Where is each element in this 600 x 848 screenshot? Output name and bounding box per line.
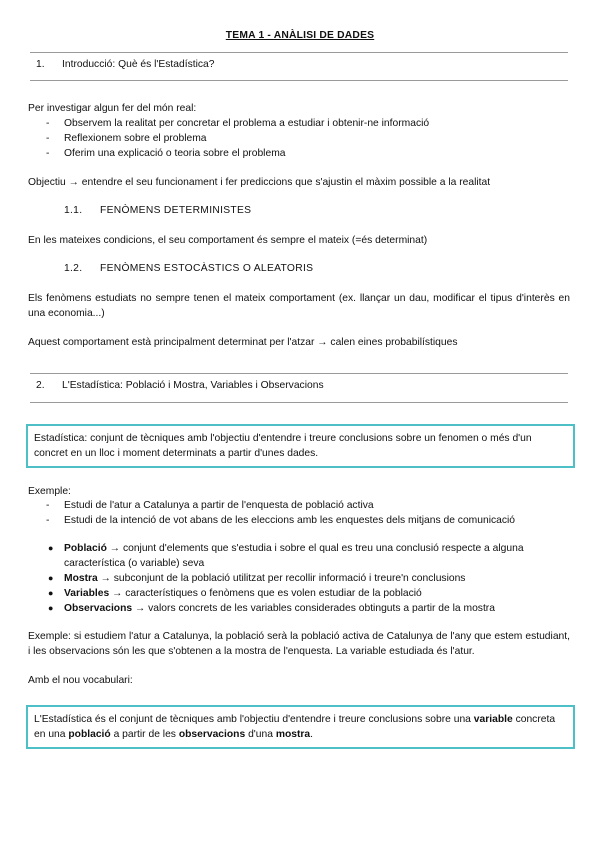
- bullet-icon: ●: [48, 588, 54, 598]
- bullet-icon: ●: [48, 573, 54, 583]
- divider: [30, 402, 568, 403]
- glossary-list: [28, 541, 570, 616]
- bullet-icon: ●: [48, 543, 54, 553]
- objective-text: Objectiu → entendre el seu funcionament i fer prediccions que s'ajustin el màxim possible a la realitat: [28, 177, 491, 188]
- definition-box: Estadística: conjunt de tècniques amb l'objectiu d'entendre i treure conclusions sobre un fenomen o més d'un concret en un lloc i moment determinats a partir d'unes dades.: [26, 424, 575, 468]
- glossary-item: ● Variables → característiques o fenòmens que es volen estudiar de la població: [48, 588, 422, 599]
- intro-lead: Per investigar algun fer del món real:: [28, 103, 197, 114]
- summary-box: L'Estadística és el conjunt de tècniques amb l'objectiu d'entendre i treure conclusions sobre una variable concreta en una població a partir de les observacions d'una mostra.: [26, 705, 575, 749]
- example-2-text: Exemple: si estudiem l'atur a Catalunya, la població serà la població activa de Catalunya de l'any que estem estudiant, i les observacions són les que s'obtenen a la mostra de l'enquesta. La variable estudiada és l'atur.: [28, 631, 570, 657]
- list-item: - Oferim una explicació o teoria sobre el problema: [46, 148, 286, 159]
- list-item: - Estudi de l'atur a Catalunya a partir de l'enquesta de població activa: [46, 500, 374, 511]
- document-title: TEMA 1 - ANÀLISI DE DADES: [225, 30, 375, 41]
- subsection-number: 1.2.: [64, 263, 83, 274]
- list-item: - Observem la realitat per concretar el problema a estudiar i obtenir-ne informació: [46, 118, 430, 129]
- list-item: - Estudi de la intenció de vot abans de les eleccions amb les enquestes dels mitjans de comunicació: [46, 515, 516, 526]
- subsection-number: 1.1.: [64, 205, 83, 216]
- intro-steps-list: [28, 116, 429, 161]
- subsection-label: FENÒMENS DETERMINISTES: [100, 205, 252, 216]
- vocab-lead: Amb el nou vocabulari:: [28, 675, 133, 686]
- subsection-heading-1-1: [64, 205, 251, 216]
- stochastic-text: Els fenòmens estudiats no sempre tenen el mateix comportament (ex. llançar un dau, modificar el tipus d'interès en una economia...): [28, 293, 570, 319]
- section-label: L'Estadística: Població i Mostra, Variables i Observacions: [62, 380, 324, 391]
- bullet-icon: ●: [48, 603, 54, 613]
- glossary-item: ● Observacions → valors concrets de les variables considerades obtinguts a partir de la mostra: [48, 603, 495, 614]
- section-heading-2: [36, 380, 324, 391]
- divider: [30, 52, 568, 53]
- section-label: Introducció: Què és l'Estadística?: [62, 59, 215, 70]
- divider: [30, 373, 568, 374]
- section-heading-1: [36, 59, 215, 70]
- section-number: 1.: [36, 59, 45, 70]
- deterministic-text: En les mateixes condicions, el seu comportament és sempre el mateix (=és determinat): [28, 235, 428, 246]
- subsection-label: FENÒMENS ESTOCÀSTICS O ALEATORIS: [100, 263, 314, 274]
- subsection-heading-1-2: [64, 263, 313, 274]
- example-lead: Exemple:: [28, 486, 71, 497]
- example-list: [28, 498, 515, 528]
- list-item: - Reflexionem sobre el problema: [46, 133, 207, 144]
- section-number: 2.: [36, 380, 45, 391]
- divider: [30, 80, 568, 81]
- glossary-item: ● Mostra → subconjunt de la població utilitzat per recollir informació i treure'n conclusions: [48, 573, 466, 584]
- glossary-item: ● Població → conjunt d'elements que s'estudia i sobre el qual es treu una conclusió respecte a alguna característica (o variable) seva: [48, 543, 524, 569]
- stochastic-text-2: Aquest comportament està principalment determinat per l'atzar → calen eines probabilístiques: [28, 337, 458, 348]
